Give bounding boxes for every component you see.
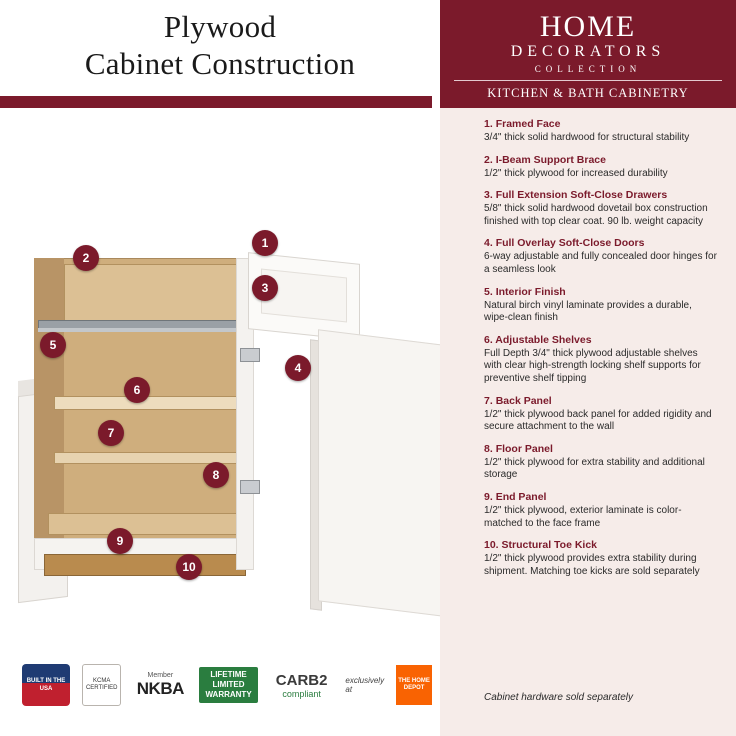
feature-item — [484, 443, 718, 482]
title-divider — [0, 96, 432, 108]
exclusively-at-label: exclusively at — [345, 676, 385, 694]
callout-10[interactable]: 10 — [176, 554, 202, 580]
callout-8[interactable]: 8 — [203, 462, 229, 488]
feature-number: 10. — [484, 539, 499, 552]
callout-5[interactable]: 5 — [40, 332, 66, 358]
callout-6[interactable]: 6 — [124, 377, 150, 403]
brand-header — [440, 0, 736, 108]
feature-number: 9. — [484, 490, 493, 503]
feature-body: Full Depth 3/4" thick plywood adjustable shelves with clear high-strength locking shelf supports for preventive shelf tipping — [484, 347, 701, 384]
i-beam-support-brace — [38, 328, 238, 332]
feature-title — [484, 237, 718, 250]
callout-3[interactable]: 3 — [252, 275, 278, 301]
feature-item — [484, 154, 718, 181]
feature-body: 6-way adjustable and fully concealed door hinges for a seamless look — [484, 251, 717, 275]
brand-tagline: KITCHEN & BATH CABINETRY — [487, 86, 689, 100]
feature-body: 5/8" thick solid hardwood dovetail box construction finished with top clear coat. 90 lb. weight capacity — [484, 203, 708, 227]
feature-title — [484, 491, 718, 504]
home-depot-logo: THE HOME DEPOT — [396, 665, 432, 705]
right-panel — [440, 0, 736, 736]
feature-body: 1/2" thick plywood for extra stability and additional storage — [484, 456, 705, 481]
feature-body: 1/2" thick plywood for increased durability — [484, 167, 668, 179]
feature-number: 4. — [484, 237, 493, 250]
built-in-usa-logo: BUILT IN THE USA — [22, 664, 70, 706]
feature-item — [484, 118, 718, 145]
kcma-certified-logo: KCMA CERTIFIED — [82, 664, 121, 706]
feature-name: Framed Face — [495, 118, 561, 130]
feature-name: I-Beam Support Brace — [495, 153, 606, 166]
feature-title — [484, 334, 718, 347]
hinge-icon-top — [240, 348, 260, 362]
warranty-line-1: LIFETIME — [210, 670, 247, 679]
feature-body: 1/2" thick plywood, exterior laminate is color-matched to the face frame — [484, 504, 682, 529]
feature-number: 1. — [484, 118, 493, 130]
feature-item — [484, 334, 718, 386]
feature-title — [484, 443, 718, 456]
feature-item — [484, 286, 718, 325]
callout-7[interactable]: 7 — [98, 420, 124, 446]
nkba-member-label: Member — [147, 671, 174, 679]
nkba-wordmark: NKBA — [136, 678, 184, 698]
cabinet-illustration — [0, 200, 440, 630]
feature-name: Full Extension Soft-Close Drawers — [495, 189, 668, 202]
feature-title — [484, 395, 718, 408]
full-overlay-door — [318, 329, 460, 618]
feature-number: 7. — [484, 394, 493, 407]
feature-body: Natural birch vinyl laminate provides a durable, wipe-clean finish — [484, 299, 692, 324]
feature-body: 1/2" thick plywood provides extra stability during shipment. Matching toe kicks are sold separately — [484, 553, 700, 577]
feature-title — [484, 154, 718, 167]
nkba-logo — [133, 666, 187, 704]
feature-body: 3/4" thick solid hardwood for structural stability — [484, 132, 690, 143]
feature-number: 2. — [484, 153, 493, 166]
footnote: Cabinet hardware sold separately — [484, 692, 633, 703]
feature-name: Interior Finish — [495, 285, 566, 298]
brand-home-label: HOME — [539, 10, 637, 43]
lifetime-warranty-logo — [199, 667, 258, 703]
feature-item — [484, 395, 718, 434]
cabinet-drawing — [18, 228, 438, 608]
warranty-line-3: WARRANTY — [205, 690, 252, 699]
feature-title — [484, 286, 718, 299]
feature-title — [484, 189, 718, 202]
callout-2[interactable]: 2 — [73, 245, 99, 271]
feature-title — [484, 539, 718, 552]
brand-collection-label: COLLECTION — [534, 64, 642, 74]
hinge-icon-bottom — [240, 480, 260, 494]
drawer-box — [64, 264, 238, 324]
feature-name: Back Panel — [495, 394, 552, 407]
page-title — [0, 8, 440, 82]
feature-number: 8. — [484, 442, 493, 455]
carb2-label: CARB2 — [275, 671, 328, 689]
warranty-line-2: LIMITED — [212, 680, 245, 689]
title-line-2: Cabinet Construction — [84, 46, 356, 81]
feature-number: 5. — [484, 285, 493, 298]
feature-item — [484, 491, 718, 530]
carb2-compliant-label: compliant — [282, 688, 321, 699]
feature-name: Structural Toe Kick — [501, 539, 598, 552]
feature-name: End Panel — [495, 490, 547, 503]
feature-name: Full Overlay Soft-Close Doors — [495, 237, 645, 250]
title-line-1: Plywood — [163, 9, 277, 44]
carb2-compliant-logo — [270, 666, 334, 704]
feature-item — [484, 189, 718, 228]
feature-number: 6. — [484, 333, 493, 346]
feature-list — [440, 118, 736, 587]
callout-4[interactable]: 4 — [285, 355, 311, 381]
feature-body: 1/2" thick plywood back panel for added rigidity and secure attachment to the wall — [484, 408, 712, 433]
brand-decorators-label: DECORATORS — [510, 43, 666, 60]
feature-title — [484, 118, 718, 131]
brand-divider — [454, 80, 722, 81]
feature-name: Floor Panel — [495, 442, 553, 455]
feature-name: Adjustable Shelves — [495, 333, 592, 346]
callout-9[interactable]: 9 — [107, 528, 133, 554]
callout-1[interactable]: 1 — [252, 230, 278, 256]
floor-panel — [48, 513, 240, 535]
certification-logos — [22, 660, 432, 710]
structural-toe-kick — [44, 554, 246, 576]
feature-item — [484, 539, 718, 578]
feature-item — [484, 237, 718, 276]
feature-number: 3. — [484, 189, 493, 202]
